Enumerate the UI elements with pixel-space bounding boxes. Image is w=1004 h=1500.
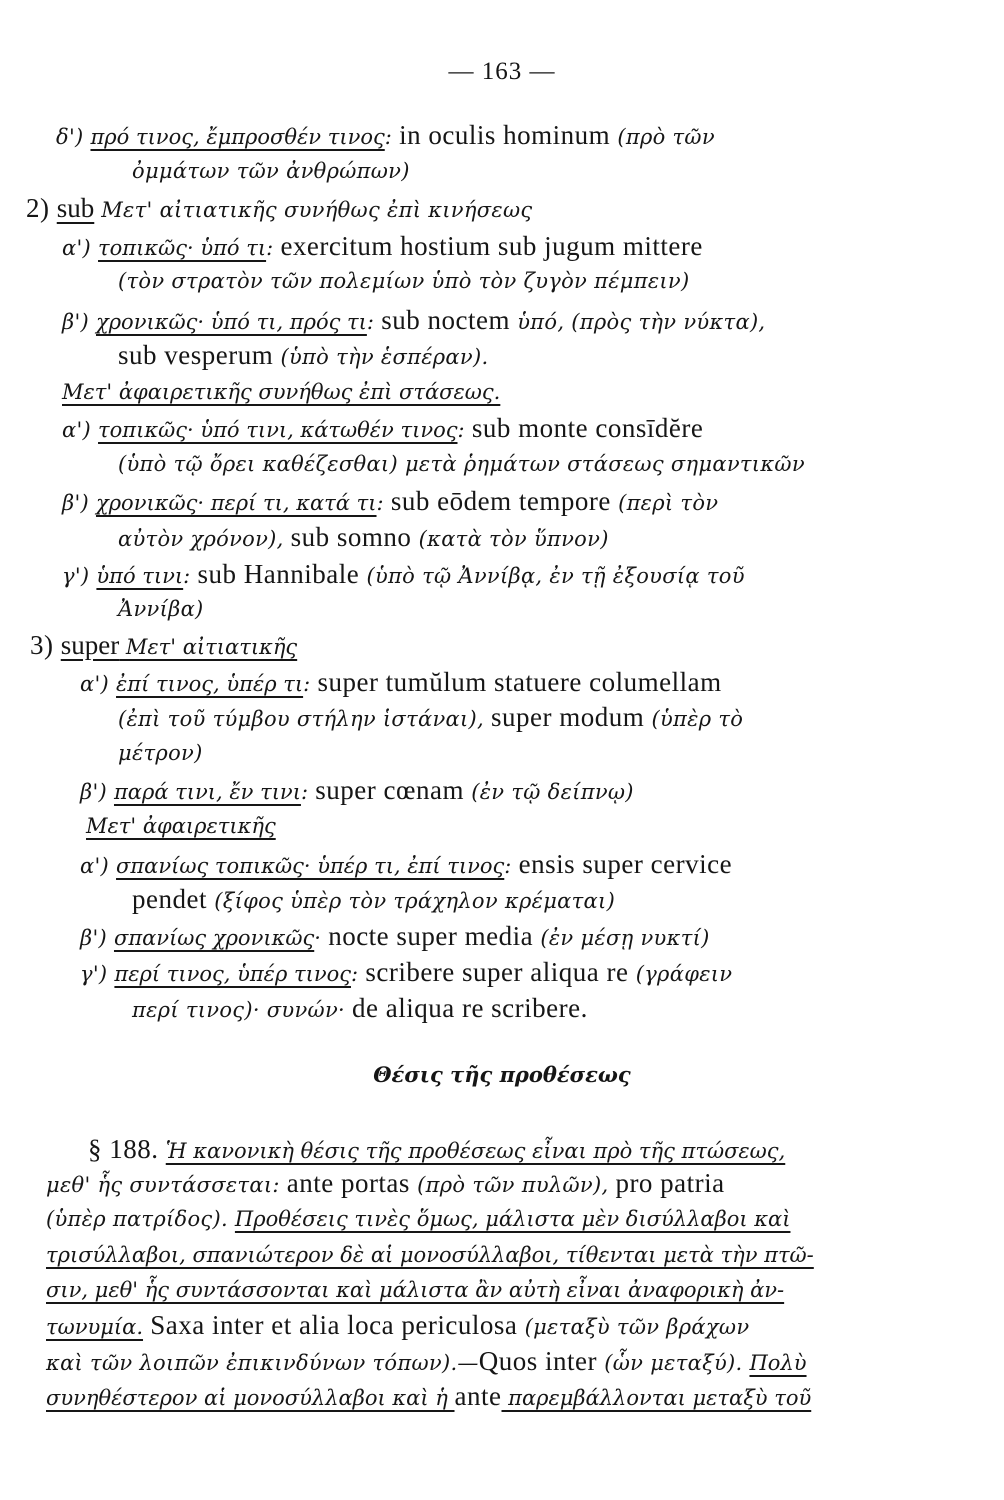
text-line <box>62 413 703 445</box>
text-segment: Μετ' αἰτιατικῆς <box>119 635 298 659</box>
text-segment: Μετ' αἰτιατικῆς συνήθως ἐπὶ κινήσεως <box>94 198 533 222</box>
text-line <box>80 849 732 881</box>
text-segment: τοπικῶς· ὑπό τινι, κάτωθέν τινος <box>98 418 458 442</box>
text-line <box>80 667 722 699</box>
text-line <box>62 559 745 591</box>
text-segment: super tumŭlum statuere columellam <box>317 667 722 697</box>
text-segment: ante <box>454 1381 502 1411</box>
text-segment: (ξίφος ὑπὲρ τὸν τράχηλον κρέμαται) <box>214 889 616 913</box>
text-segment: Saxa inter et alia loca periculosa <box>143 1310 525 1340</box>
text-segment: pro patria <box>615 1168 725 1198</box>
text-segment: ἐπί τινος, ὑπέρ τι <box>116 672 304 696</box>
text-segment: scribere super aliqua re <box>365 957 636 987</box>
text-segment: de aliqua re scribere. <box>352 993 588 1023</box>
text-segment: : <box>303 672 318 696</box>
text-segment: (ὑπὸ τῷ Ἀννίβᾳ, ἐν τῇ ἐξουσίᾳ τοῦ <box>366 564 745 588</box>
text-line <box>86 811 276 841</box>
text-line <box>46 1381 811 1413</box>
text-segment: Πολὺ <box>749 1351 807 1375</box>
text-segment: § 188. <box>88 1134 166 1164</box>
text-segment: super <box>60 630 120 660</box>
text-line <box>46 1346 807 1378</box>
text-segment: μέτρον) <box>118 741 203 765</box>
text-segment: in oculis hominum <box>399 120 618 150</box>
text-segment: Ἀννίβα) <box>118 597 204 621</box>
text-segment: super cœnam <box>315 775 472 805</box>
text-line <box>80 775 634 807</box>
text-segment: : <box>300 780 316 804</box>
text-segment: σπανίως τοπικῶς· ὑπέρ τι, ἐπί τινος <box>116 854 505 878</box>
text-segment: · <box>314 926 329 950</box>
text-segment: α') <box>80 854 117 878</box>
text-line <box>118 340 488 372</box>
text-segment: sub <box>56 193 95 223</box>
text-segment: (γράφειν <box>635 962 733 986</box>
text-segment: β') <box>80 926 114 950</box>
text-segment: ὑπό τινι <box>96 564 184 588</box>
text-segment: χρονικῶς· ὑπό τι, πρός τι <box>95 310 367 334</box>
text-segment: : <box>384 125 400 149</box>
text-line <box>80 957 732 989</box>
text-segment: ὀμμάτων τῶν ἀνθρώπων) <box>132 159 410 183</box>
text-segment: ὑπό, (πρὸς τὴν νύκτα), <box>517 310 766 334</box>
text-segment: σπανίως χρονικῶς <box>113 926 315 950</box>
text-segment: β') <box>62 491 96 515</box>
text-line <box>62 486 718 518</box>
text-segment: : <box>183 564 198 588</box>
text-segment: sub monte consīdĕre <box>471 413 704 443</box>
text-segment: : <box>504 854 519 878</box>
text-segment: ensis super cervice <box>518 849 733 879</box>
text-segment: sub eōdem tempore <box>390 486 619 516</box>
text-segment: δ') <box>56 125 91 149</box>
text-segment: α') <box>80 672 117 696</box>
text-line <box>118 702 743 734</box>
text-segment: sub somno <box>290 522 419 552</box>
text-segment: ante portas <box>286 1168 418 1198</box>
section-heading: Θέσις τῆς προθέσεως <box>373 1062 631 1087</box>
text-segment: : <box>266 236 281 260</box>
text-line <box>46 1168 725 1200</box>
text-segment: (ἐπὶ τοῦ τύμβου στήλην ἱστάναι), <box>118 707 491 731</box>
text-line <box>56 120 715 152</box>
text-segment: αὐτὸν χρόνον), <box>118 527 291 551</box>
text-segment: sub vesperum <box>118 340 281 370</box>
text-segment: Μετ' ἀφαιρετικῆς <box>86 814 276 838</box>
text-segment: α') <box>62 236 99 260</box>
text-segment: (ἐν τῷ δείπνῳ) <box>471 780 634 804</box>
text-segment: σιν, μεθ' ἧς συντάσσονται καὶ μάλιστα ἂν αὐτὴ εἶναι ἀναφορικὴ ἀν- <box>46 1278 785 1302</box>
text-segment: β') <box>80 780 114 804</box>
text-segment: (μεταξὺ τῶν βράχων <box>524 1315 750 1339</box>
text-segment: περί τινος, ὑπέρ τινος <box>114 962 351 986</box>
text-segment: 2) <box>26 193 57 223</box>
text-segment: παρά τινι, ἔν τινι <box>113 780 301 804</box>
text-segment: περί τινος)· συνών· <box>132 998 352 1022</box>
text-segment: nocte super media <box>328 921 541 951</box>
text-line <box>26 193 532 225</box>
text-segment: (ὧν μεταξύ). <box>604 1351 750 1375</box>
text-line <box>132 884 615 916</box>
text-line <box>46 1240 814 1270</box>
text-segment: α') <box>62 418 99 442</box>
text-line <box>118 522 609 554</box>
text-segment: (ἐν μέσῃ νυκτί) <box>540 926 710 950</box>
text-line <box>118 594 204 624</box>
text-line <box>46 1204 790 1234</box>
text-segment: sub noctem <box>381 305 518 335</box>
text-segment: : <box>376 491 391 515</box>
text-segment: πρό τινος, ἔμπροσθέν τινος <box>90 125 385 149</box>
text-line <box>30 630 297 662</box>
text-segment: τωνυμία. <box>46 1315 144 1339</box>
text-segment: τρισύλλαβοι, σπανιώτερον δὲ αἱ μονοσύλλαβοι, τίθενται μετὰ τὴν πτῶ- <box>46 1243 814 1267</box>
text-segment: (πρὸ τῶν <box>617 125 715 149</box>
text-line <box>88 1134 785 1166</box>
text-segment: Quos inter <box>478 1346 605 1376</box>
text-segment: (κατὰ τὸν ὕπνον) <box>418 527 609 551</box>
text-segment: καὶ τῶν λοιπῶν ἐπικινδύνων τόπων).— <box>46 1351 479 1375</box>
text-segment: exercitum hostium sub jugum mittere <box>280 231 703 261</box>
text-segment: γ') <box>80 962 115 986</box>
text-segment: (ὑπὸ τὴν ἑσπέραν). <box>280 345 489 369</box>
text-segment: : <box>457 418 472 442</box>
text-line <box>62 377 500 407</box>
text-segment: (ὑπὲρ τὸ <box>651 707 744 731</box>
text-segment: sub Hannibale <box>197 559 367 589</box>
text-segment: β') <box>62 310 96 334</box>
text-segment: super modum <box>491 702 652 732</box>
text-segment: : <box>350 962 366 986</box>
text-line <box>62 231 703 263</box>
text-segment: : <box>366 310 382 334</box>
text-line <box>62 305 765 337</box>
text-line <box>118 449 805 479</box>
text-segment: Προθέσεις τινὲς ὅμως, μάλιστα μὲν δισύλλαβοι καὶ <box>234 1207 791 1231</box>
text-line <box>46 1310 749 1342</box>
text-segment: (πρὸ τῶν πυλῶν), <box>417 1173 616 1197</box>
text-segment: pendet <box>132 884 215 914</box>
text-segment: παρεμβάλλονται μεταξὺ τοῦ <box>501 1386 812 1410</box>
text-segment: μεθ' ἧς συντάσσεται: <box>46 1173 287 1197</box>
text-segment: Ἡ κανονικὴ θέσις τῆς προθέσεως εἶναι πρὸ τῆς πτώσεως, <box>165 1139 786 1163</box>
text-segment: (ὑπὸ τῷ ὄρει καθέζεσθαι) μετὰ ῥημάτων στάσεως σημαντικῶν <box>118 452 805 476</box>
page-number: — 163 — <box>448 58 556 85</box>
text-segment: (ὑπὲρ πατρίδος). <box>46 1207 235 1231</box>
text-segment: 3) <box>30 630 61 660</box>
text-segment: γ') <box>62 564 97 588</box>
text-segment: Μετ' ἀφαιρετικῆς συνήθως ἐπὶ στάσεως. <box>62 380 501 404</box>
text-line <box>132 993 588 1025</box>
text-segment: (περὶ τὸν <box>618 491 719 515</box>
text-line <box>80 921 710 953</box>
text-segment: συνηθέστερον αἱ μονοσύλλαβοι καὶ ἡ <box>46 1386 455 1410</box>
text-segment: (τὸν στρατὸν τῶν πολεμίων ὑπὸ τὸν ζυγὸν πέμπειν) <box>118 269 690 293</box>
text-segment: τοπικῶς· ὑπό τι <box>98 236 267 260</box>
text-line <box>118 738 203 768</box>
text-line <box>118 266 689 296</box>
text-line <box>46 1275 784 1305</box>
text-line <box>132 156 410 186</box>
text-segment: χρονικῶς· περί τι, κατά τι <box>95 491 377 515</box>
